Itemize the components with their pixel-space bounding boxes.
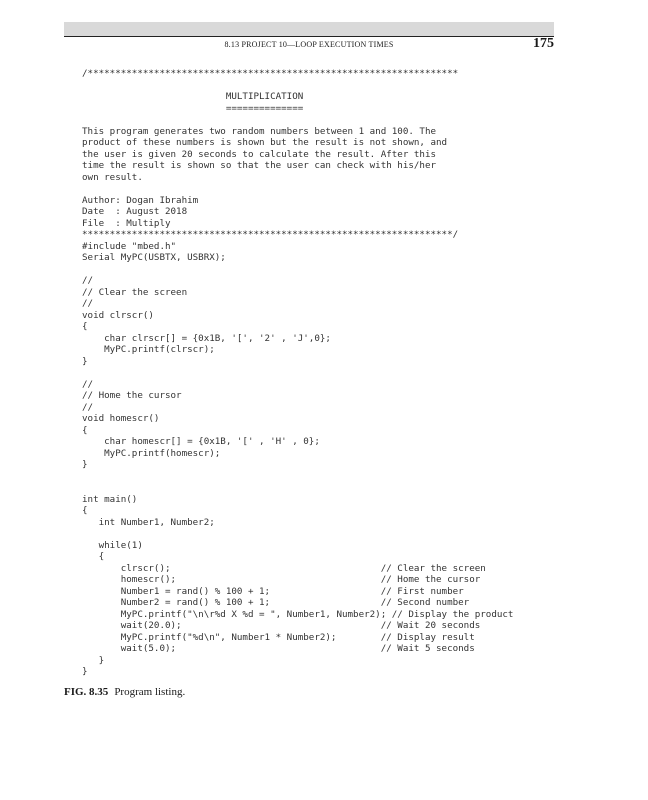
code-line: char homescr[] = {0x1B, '[' , 'H' , 0}; — [82, 436, 320, 447]
code-line: time the result is shown so that the user can check with his/her — [82, 160, 437, 171]
page-number: 175 — [533, 36, 554, 51]
code-line: the user is given 20 seconds to calculate the result. After this — [82, 148, 437, 160]
code-line: // — [82, 401, 94, 413]
code-line: } — [82, 355, 88, 367]
code-line: /******************************************************************* — [82, 68, 459, 79]
code-line: { — [82, 551, 105, 562]
header-rule — [64, 36, 554, 37]
code-line: char clrscr[] = {0x1B, '[', '2' , 'J',0}; — [82, 332, 331, 344]
code-line: clrscr(); // Clear the screen — [82, 562, 486, 574]
code-line: while(1) — [82, 539, 143, 551]
figure-label: FIG. 8.35 — [64, 686, 109, 698]
code-line: Date : August 2018 — [82, 206, 188, 217]
code-line — [82, 471, 513, 483]
code-line: This program generates two random numbers between 1 and 100. The — [82, 125, 437, 137]
code-line: // — [82, 378, 94, 390]
code-line: MyPC.printf(homescr); — [82, 447, 221, 459]
code-line: wait(5.0); // Wait 5 seconds — [82, 643, 475, 654]
figure-caption-text: Program listing. — [114, 686, 186, 698]
figure-caption — [64, 686, 185, 698]
code-line: int Number1, Number2; — [82, 516, 215, 528]
code-line: MULTIPLICATION — [82, 91, 304, 102]
code-line: int main() — [82, 493, 138, 505]
code-line: // — [82, 275, 94, 286]
code-line: Author: Dogan Ibrahim — [82, 194, 199, 206]
code-line: } — [82, 459, 88, 470]
code-line: own result. — [82, 171, 143, 183]
code-line: } — [82, 666, 88, 677]
code-line: ============== — [82, 102, 304, 114]
code-line: { — [82, 424, 88, 436]
code-line: } — [82, 654, 105, 666]
code-line — [82, 482, 513, 494]
code-line: MyPC.printf("\n\r%d X %d = ", Number1, Number2); // Display the product — [82, 608, 514, 620]
running-head: 8.13 PROJECT 10—LOOP EXECUTION TIMES — [224, 40, 394, 49]
code-line: *******************************************************************/ — [82, 229, 459, 240]
code-line: { — [82, 321, 88, 332]
code-line: // Clear the screen — [82, 286, 188, 298]
code-line: Number1 = rand() % 100 + 1; // First number — [82, 585, 464, 597]
code-line — [82, 183, 513, 195]
code-line: { — [82, 505, 88, 516]
code-line: MyPC.printf("%d\n", Number1 * Number2); // Display result — [82, 631, 475, 643]
code-line — [82, 114, 513, 126]
code-line: MyPC.printf(clrscr); — [82, 344, 215, 355]
code-line: Number2 = rand() % 100 + 1; // Second number — [82, 597, 470, 608]
code-line — [82, 367, 513, 379]
top-gray-bar — [64, 22, 554, 36]
code-line: File : Multiply — [82, 217, 171, 229]
code-line: Serial MyPC(USBTX, USBRX); — [82, 252, 226, 263]
code-line: product of these numbers is shown but the result is not shown, and — [82, 137, 448, 148]
code-line — [82, 80, 513, 92]
code-line — [82, 264, 513, 276]
code-line: void homescr() — [82, 413, 160, 424]
program-listing — [82, 68, 513, 678]
code-line: homescr(); // Home the cursor — [82, 574, 481, 585]
code-line: wait(20.0); // Wait 20 seconds — [82, 620, 481, 631]
code-line: // Home the cursor — [82, 390, 182, 401]
code-line: void clrscr() — [82, 309, 154, 321]
code-line — [82, 528, 513, 540]
code-line: // — [82, 298, 94, 309]
code-line: #include "mbed.h" — [82, 240, 177, 252]
